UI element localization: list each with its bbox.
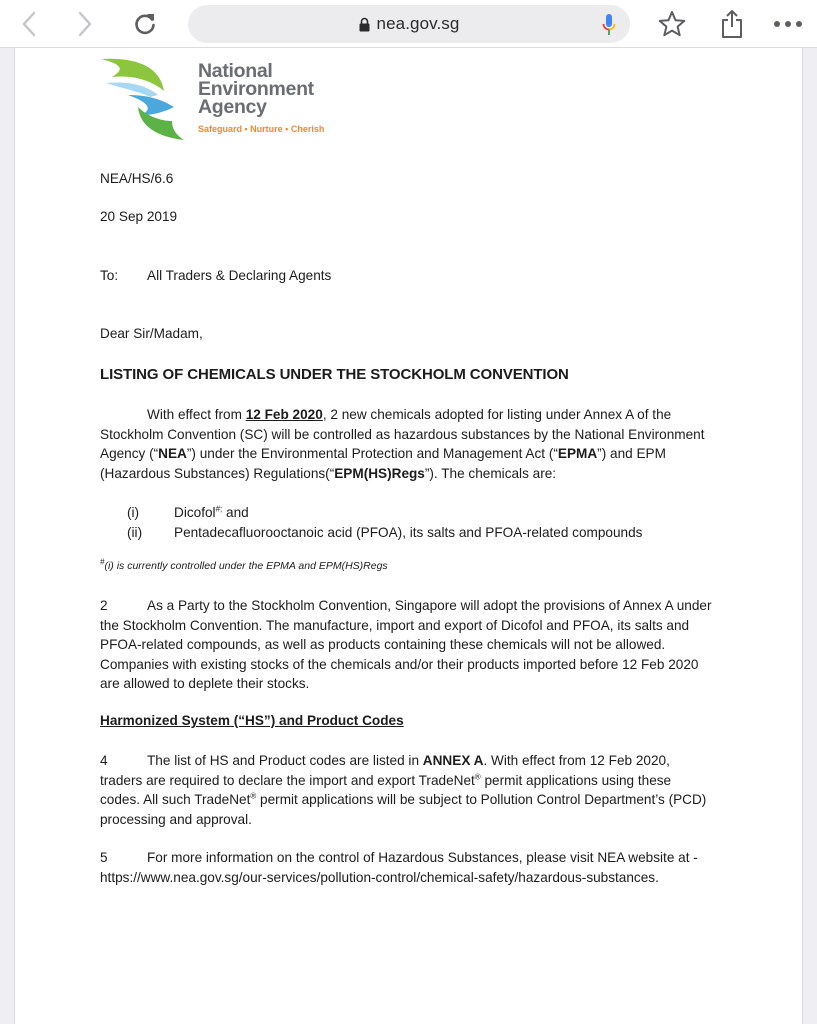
letter-title: LISTING OF CHEMICALS UNDER THE STOCKHOLM CONVENTION <box>100 366 569 383</box>
star-icon <box>657 9 687 39</box>
paragraph-4: 4 The list of HS and Product codes are listed in ANNEX A. With effect from 12 Feb 2020, traders are required to declare the import and export TradeNet® permit applications using these codes. All such TradeNet® permit applications will be subject to Pollution Control Department’s (PCD) processing and approval. <box>100 753 707 827</box>
effective-date: 12 Feb 2020 <box>245 407 323 422</box>
reload-button[interactable] <box>130 8 160 40</box>
letter-date: 20 Sep 2019 <box>100 209 178 224</box>
browser-toolbar <box>0 0 817 48</box>
back-button[interactable] <box>14 8 44 40</box>
paragraph-5: 5 For more information on the control of Hazardous Substances, please visit NEA website at - https://www.nea.gov.sg/our-services/pollution-control/chemical-safety/hazardous-substances. <box>100 850 698 885</box>
list-item: (ii) Pentadecafluorooctanoic acid (PFOA), its salts and PFOA-related compounds <box>127 524 643 540</box>
paragraph-2: 2 As a Party to the Stockholm Convention, Singapore will adopt the provisions of Annex A under the Stockholm Convention. The manufacture, import and export of Dicofol and PFOA, its salts and PFOA-related compounds, as well as products containing these chemicals will not be allowed. Companies with existing stocks of the chemicals and/or their products imported before 12 Feb 2020 are allowed to deplete their stocks. <box>100 598 712 691</box>
chemicals-list <box>127 503 642 542</box>
salutation: Dear Sir/Madam, <box>100 326 203 341</box>
logo-wordmark: National Environment Agency <box>198 60 314 118</box>
voice-search-button[interactable] <box>602 13 616 42</box>
reference-number: NEA/HS/6.6 <box>100 171 174 186</box>
paragraph-1: With effect from 12 Feb 2020, 2 new chemicals adopted for listing under Annex A of the Stockholm Convention (SC) will be controlled as hazardous substances by the National Environment Agency (“NEA”) under the Environmental Protection and Management Act (“EPMA”) and EPM (Hazardous Substances) Regulations(“EPM(HS)Regs”). The chemicals are: <box>100 407 705 481</box>
hazardous-substances-link[interactable]: https://www.nea.gov.sg/our-services/pollution-control/chemical-safety/hazardous-substances <box>100 869 656 885</box>
recipient-line <box>100 268 331 283</box>
microphone-icon <box>602 13 616 37</box>
section-heading-hs-codes: Harmonized System (“HS”) and Product Codes <box>100 713 404 728</box>
chevron-left-icon <box>21 11 37 37</box>
share-icon <box>720 9 744 39</box>
share-button[interactable] <box>716 8 748 40</box>
more-dots-icon <box>773 20 803 28</box>
bookmark-button[interactable] <box>655 8 689 40</box>
url-text[interactable]: nea.gov.sg <box>376 14 460 33</box>
address-bar[interactable] <box>188 5 630 43</box>
logo-tagline: Safeguard • Nurture • Cherish <box>198 124 325 134</box>
nea-logo-mark-icon <box>98 57 198 142</box>
forward-button[interactable] <box>70 8 100 40</box>
to-label: To: <box>100 268 119 283</box>
recipient: All Traders & Declaring Agents <box>147 268 332 283</box>
nea-logo <box>98 57 328 142</box>
reload-icon <box>132 11 158 37</box>
chevron-right-icon <box>77 11 93 37</box>
more-menu-button[interactable] <box>768 8 808 40</box>
lock-icon <box>359 17 370 32</box>
list-item: (i) Dicofol#; and <box>127 504 249 520</box>
footnote: #(i) is currently controlled under the EPMA and EPM(HS)Regs <box>100 557 388 572</box>
